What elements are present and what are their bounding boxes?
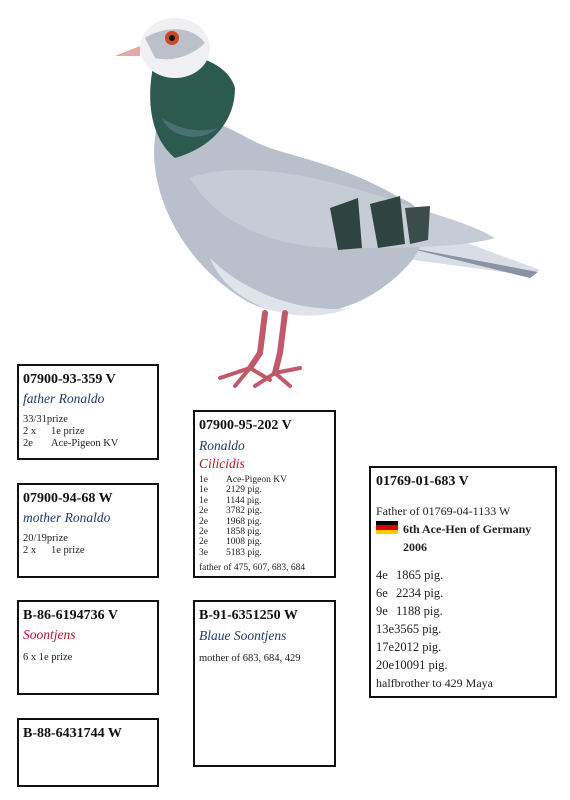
father-of-line: Father of 01769-04-1133 W bbox=[376, 504, 511, 518]
result-line: 17e 2012 pig. bbox=[376, 640, 442, 654]
result-line: 2e 3782 pig. bbox=[199, 506, 262, 517]
result-line: 1e 2129 pig. bbox=[199, 485, 262, 496]
result-line: 9e 1188 pig. bbox=[376, 604, 443, 618]
ring-number: 01769-01-683 V bbox=[376, 474, 469, 489]
result-line: 20/19 prize bbox=[23, 533, 68, 544]
result-line: 1e Ace-Pigeon KV bbox=[199, 475, 287, 485]
result-line: 20e 10091 pig. bbox=[376, 658, 448, 672]
pigeon-name: Blaue Soontjens bbox=[199, 628, 287, 643]
result-line: 2e 1968 pig. bbox=[199, 516, 262, 527]
ring-number: 07900-93-359 V bbox=[23, 372, 116, 387]
pedigree-card-blaue-soontjens bbox=[193, 600, 336, 767]
pedigree-card-ronaldo bbox=[193, 410, 336, 578]
germany-flag-icon bbox=[376, 521, 398, 534]
ring-number: B-86-6194736 V bbox=[23, 608, 119, 623]
result-line: 2e Ace-Pigeon KV bbox=[23, 438, 119, 449]
ring-number: 07900-95-202 V bbox=[199, 418, 292, 433]
result-line: 3e 5183 pig. bbox=[199, 547, 262, 558]
result-line: 13e 3565 pig. bbox=[376, 622, 442, 636]
result-line: 4e 1865 pig. bbox=[376, 568, 444, 582]
result-line: 6e 2234 pig. bbox=[376, 586, 444, 600]
ace-line: 6th Ace-Hen of Germany bbox=[376, 520, 550, 538]
pedigree-card-main bbox=[369, 466, 557, 698]
result-line: 2e 1858 pig. bbox=[199, 527, 262, 538]
pigeon-name: mother Ronaldo bbox=[23, 510, 111, 525]
ring-number: 07900-94-68 W bbox=[23, 491, 113, 506]
result-line: 1e 1144 pig. bbox=[199, 495, 262, 506]
result-line: 2 x 1e prize bbox=[23, 545, 85, 556]
pedigree-card-soontjens bbox=[17, 600, 159, 695]
pigeon-name: Soontjens bbox=[23, 627, 76, 642]
offspring-note: mother of 683, 684, 429 bbox=[199, 653, 301, 664]
offspring-note: father of 475, 607, 683, 684 bbox=[199, 563, 306, 574]
result-line: 6 x 1e prize bbox=[23, 652, 73, 663]
result-line: 33/31 prize bbox=[23, 414, 68, 425]
pigeon-name: Ronaldo bbox=[199, 438, 245, 453]
pigeon-name: father Ronaldo bbox=[23, 391, 105, 406]
ace-year: 2006 bbox=[403, 540, 427, 554]
result-line: 2e 1008 pig. bbox=[199, 537, 262, 548]
pedigree-card-mother bbox=[17, 483, 159, 578]
pigeon-photo bbox=[100, 8, 550, 393]
ring-number: B-88-6431744 W bbox=[23, 726, 122, 741]
relation-note: halfbrother to 429 Maya bbox=[376, 676, 493, 690]
pigeon-name-2: Cilicidis bbox=[199, 456, 245, 471]
ring-number: B-91-6351250 W bbox=[199, 608, 298, 623]
pedigree-card-b88 bbox=[17, 718, 159, 787]
result-line: 2 x 1e prize bbox=[23, 426, 85, 437]
pedigree-card-father bbox=[17, 364, 159, 460]
